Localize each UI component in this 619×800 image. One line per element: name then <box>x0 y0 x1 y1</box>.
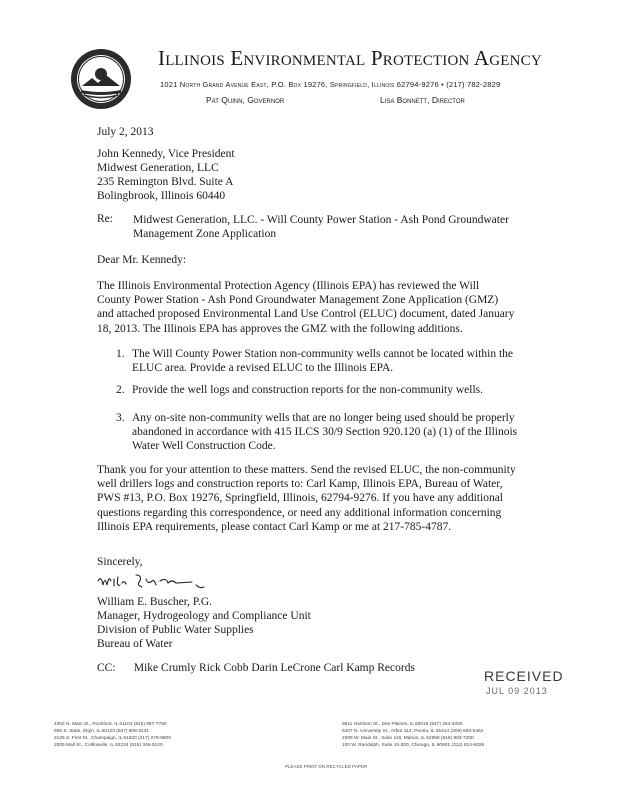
signer-name: William E. Buscher, P.G. <box>97 596 213 608</box>
recipient-line: Midwest Generation, LLC <box>97 162 219 174</box>
cc-line <box>97 662 415 674</box>
closing-paragraph: Thank you for your attention to these matters. Send the revised ELUC, the non-community well drillers logs and construction reports to: Carl Kamp, Illinois EPA, Bureau of Water, PWS #13, P.O. Box 19276, Springfield, Illinois, 62794-9276. If you have any additional questions regarding this correspondence, or need any additional information concerning Illinois EPA requirements, please contact Carl Kamp or me at 217-785-4787. <box>97 464 516 533</box>
signer-title: Manager, Hydrogeology and Compliance Unit <box>97 610 311 622</box>
director-name: Lisa Bonnett, Director <box>380 95 465 105</box>
list-item-text: Any on-site non-community wells that are no longer being used should be properly abandoned in accordance with 415 ILCS 30/9 Section 920.120 (a) (1) of the Illinois Water Well Construction Code. <box>132 412 518 452</box>
governor-name: Pat Quinn, Governor <box>206 95 285 105</box>
footer-address: 5407 N. University St., Arbor 113, Peoria, IL 61614 (309) 693-5462 <box>342 729 484 734</box>
list-item-text: The Will County Power Station non-community wells cannot be located within the ELUC area. Provide a revised ELUC to the Illinois EPA. <box>132 348 513 374</box>
footer-address: 595 S. State, Elgin, IL 60123 (847) 608-3131 <box>54 729 150 734</box>
recipient-line: 235 Remington Blvd. Suite A <box>97 176 234 188</box>
list-item-number: 2. <box>116 384 125 396</box>
footer-address: 100 W. Randolph, Suite 10-300, Chicago, IL 60601 (312) 814-6026 <box>342 743 485 748</box>
cc-label: CC: <box>97 662 116 674</box>
recipient-line: John Kennedy, Vice President <box>97 148 235 160</box>
cc-names: Mike Crumly Rick Cobb Darin LeCrone Carl Kamp Records <box>133 662 415 674</box>
signer-bureau: Bureau of Water <box>97 638 173 650</box>
received-stamp: RECEIVED <box>484 668 564 684</box>
list-item-number: 1. <box>116 348 125 360</box>
letter-date: July 2, 2013 <box>97 126 154 138</box>
salutation: Dear Mr. Kennedy: <box>97 254 187 266</box>
recycled-paper-note: PLEASE PRINT ON RECYCLED PAPER <box>285 764 368 769</box>
valediction: Sincerely, <box>97 556 143 568</box>
re-subject: Midwest Generation, LLC. - Will County Power Station - Ash Pond Groundwater Management Zone Application <box>133 214 509 240</box>
received-stamp-date: JUL 09 2013 <box>486 686 548 696</box>
handwritten-signature <box>96 571 226 593</box>
footer-address: 9511 Harrison St., Des Plaines, IL 60016 (847) 294-4000 <box>342 722 463 727</box>
footer-address: 4302 N. Main St., Rockford, IL 61103 (815) 987-7760 <box>54 722 167 727</box>
footer-address: 2009 Mall St., Collinsville, IL 62234 (618) 346-5120 <box>54 743 163 748</box>
footer-address: 2309 W. Main St., Suite 116, Marion, IL 62959 (618) 993-7200 <box>342 736 474 741</box>
signer-division: Division of Public Water Supplies <box>97 624 254 636</box>
list-item-number: 3. <box>116 412 125 424</box>
agency-address: 1021 North Grand Avenue East, P.O. Box 19276, Springfield, Illinois 62794-9276 • (217) 782-2829 <box>160 80 501 89</box>
re-label: Re: <box>97 213 113 225</box>
footer-address: 2125 S. First St., Champaign, IL 61820 (217) 278-5800 <box>54 736 171 741</box>
list-item-text: Provide the well logs and construction reports for the non-community wells. <box>132 384 484 396</box>
recipient-line: Bolingbrook, Illinois 60440 <box>97 190 226 202</box>
intro-paragraph: The Illinois Environmental Protection Agency (Illinois EPA) has reviewed the Will County Power Station - Ash Pond Groundwater Management Zone Application (GMZ) and attached proposed Environmental Land Use Control (ELUC) document, dated January 18, 2013. The Illinois EPA has approves the GMZ with the following additions. <box>97 280 515 335</box>
agency-seal-icon <box>70 48 132 110</box>
agency-name: Illinois Environmental Protection Agency <box>158 46 542 70</box>
